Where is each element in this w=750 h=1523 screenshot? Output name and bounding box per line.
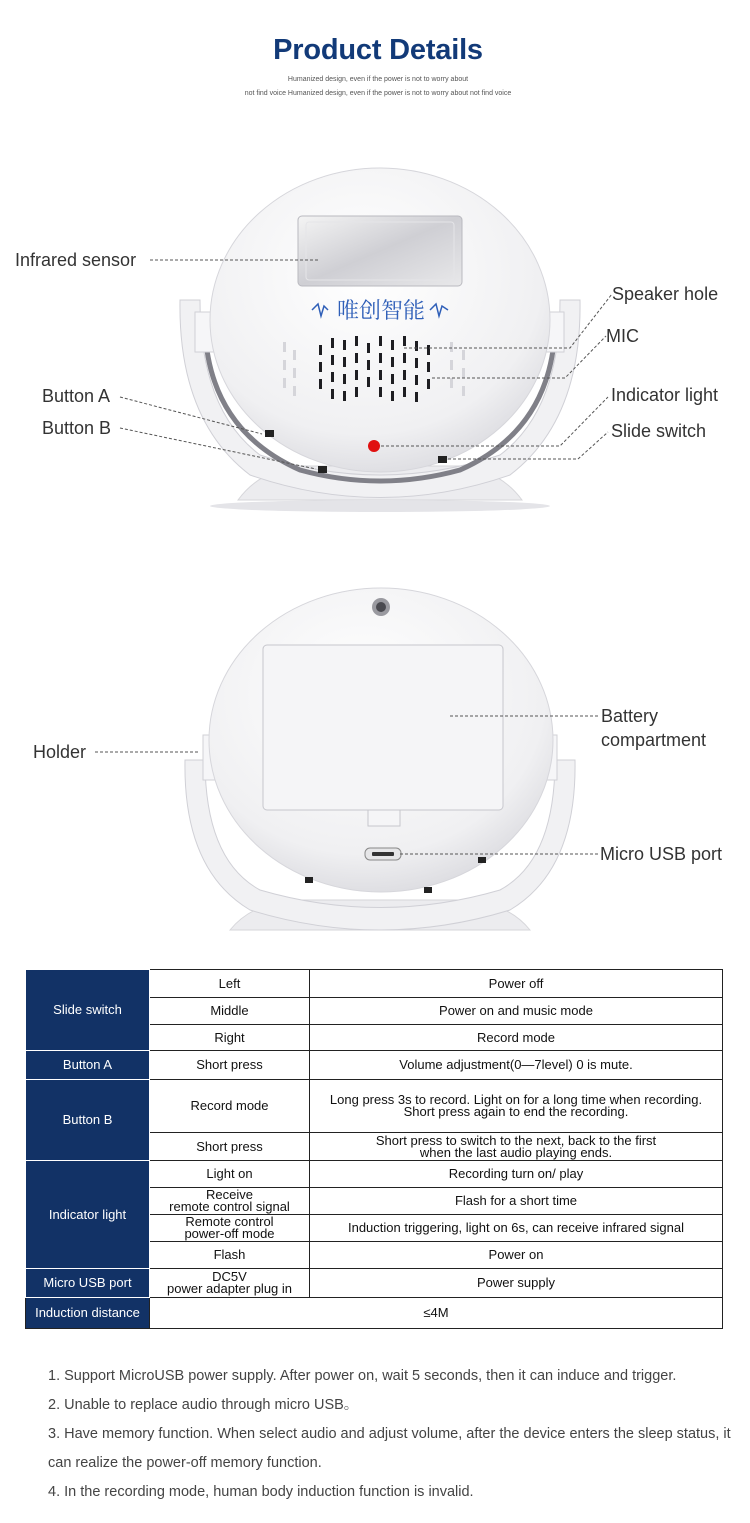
hd-button-b: Button B (26, 1080, 150, 1161)
short-value-line2: when the last audio playing ends. (419, 1144, 613, 1160)
cell-button-b-value (310, 1133, 723, 1161)
hd-indicator-light: Indicator light (26, 1161, 150, 1269)
label-battery-line2: compartment (601, 730, 707, 750)
label-slide-switch: Slide switch (611, 421, 707, 441)
subtitle-line-2: not find voice Humanized design, even if the power is not to worry about not find voice (244, 90, 512, 97)
cell-induction-value: ≤4M (150, 1298, 723, 1329)
record-value-line1: Long press 3s to record. Light on for a long time when recording. (329, 1092, 703, 1107)
page-title: Product Details (273, 34, 483, 66)
note-item: 3. Have memory function. When select audio and adjust volume, after the device enters the sleep status, it can realize the power-off memory function. (48, 1426, 731, 1471)
cell-middle-value: Power on and music mode (310, 998, 723, 1025)
label-button-a: Button A (42, 386, 111, 406)
subtitle-line-1: Humanized design, even if the power is not to worry about (287, 76, 469, 83)
note-item: 2. Unable to replace audio through micro USB。 (48, 1397, 359, 1413)
battery-door (263, 645, 503, 810)
cell-remote (150, 1215, 310, 1242)
label-micro-usb: Micro USB port (600, 844, 723, 864)
cell-left-value: Power off (310, 970, 723, 998)
note-item: 4. In the recording mode, human body induction function is invalid. (48, 1484, 474, 1500)
spec-table (25, 969, 723, 1329)
cell-receive (150, 1188, 310, 1215)
cell-light-on: Light on (150, 1161, 310, 1188)
remote-line1: Remote control (185, 1214, 274, 1229)
cell-light-on-value: Recording turn on/ play (310, 1161, 723, 1188)
label-mic: MIC (606, 326, 639, 346)
record-value-line2: Short press again to end the recording. (403, 1104, 629, 1119)
hd-button-a: Button A (26, 1051, 150, 1080)
cell-receive-value: Flash for a short time (310, 1188, 723, 1215)
cell-remote-value: Induction triggering, light on 6s, can receive infrared signal (310, 1215, 723, 1242)
label-battery-line1: Battery (601, 706, 659, 726)
receive-line1: Receive (206, 1187, 253, 1202)
dc-line1: DC5V (212, 1269, 247, 1284)
cell-button-a-press: Short press (150, 1051, 310, 1080)
label-button-b: Button B (42, 418, 112, 438)
cell-middle: Middle (150, 998, 310, 1025)
back-view-image (0, 580, 750, 940)
label-speaker-hole: Speaker hole (612, 284, 719, 304)
dc-line2: power adapter plug in (166, 1281, 293, 1296)
hd-micro-usb: Micro USB port (26, 1269, 150, 1298)
cell-button-a-value: Volume adjustment(0—7level) 0 is mute. (310, 1051, 723, 1080)
label-indicator-light: Indicator light (611, 385, 719, 405)
notes-list (48, 1362, 738, 1507)
cell-flash-value: Power on (310, 1242, 723, 1269)
cell-right-value: Record mode (310, 1025, 723, 1051)
remote-line2: power-off mode (184, 1226, 275, 1241)
cell-right: Right (150, 1025, 310, 1051)
label-holder: Holder (33, 742, 87, 762)
cell-usb-value: Power supply (310, 1269, 723, 1298)
label-infrared-sensor: Infrared sensor (15, 250, 137, 270)
brand-logo: 唯创智能 (336, 299, 426, 324)
cell-left: Left (150, 970, 310, 998)
cell-button-b-press: Short press (150, 1133, 310, 1161)
cell-record-mode-value (310, 1080, 723, 1133)
note-item: 1. Support MicroUSB power supply. After power on, wait 5 seconds, then it can induce and trigger. (48, 1368, 677, 1384)
hd-slide-switch: Slide switch (26, 970, 150, 1051)
cell-flash: Flash (150, 1242, 310, 1269)
cell-dc5v (150, 1269, 310, 1298)
indicator-led (368, 440, 380, 452)
cell-record-mode: Record mode (150, 1080, 310, 1133)
short-value-line1: Short press to switch to the next, back to the first (375, 1132, 657, 1148)
hd-induction: Induction distance (26, 1298, 150, 1329)
receive-line2: remote control signal (169, 1199, 290, 1214)
